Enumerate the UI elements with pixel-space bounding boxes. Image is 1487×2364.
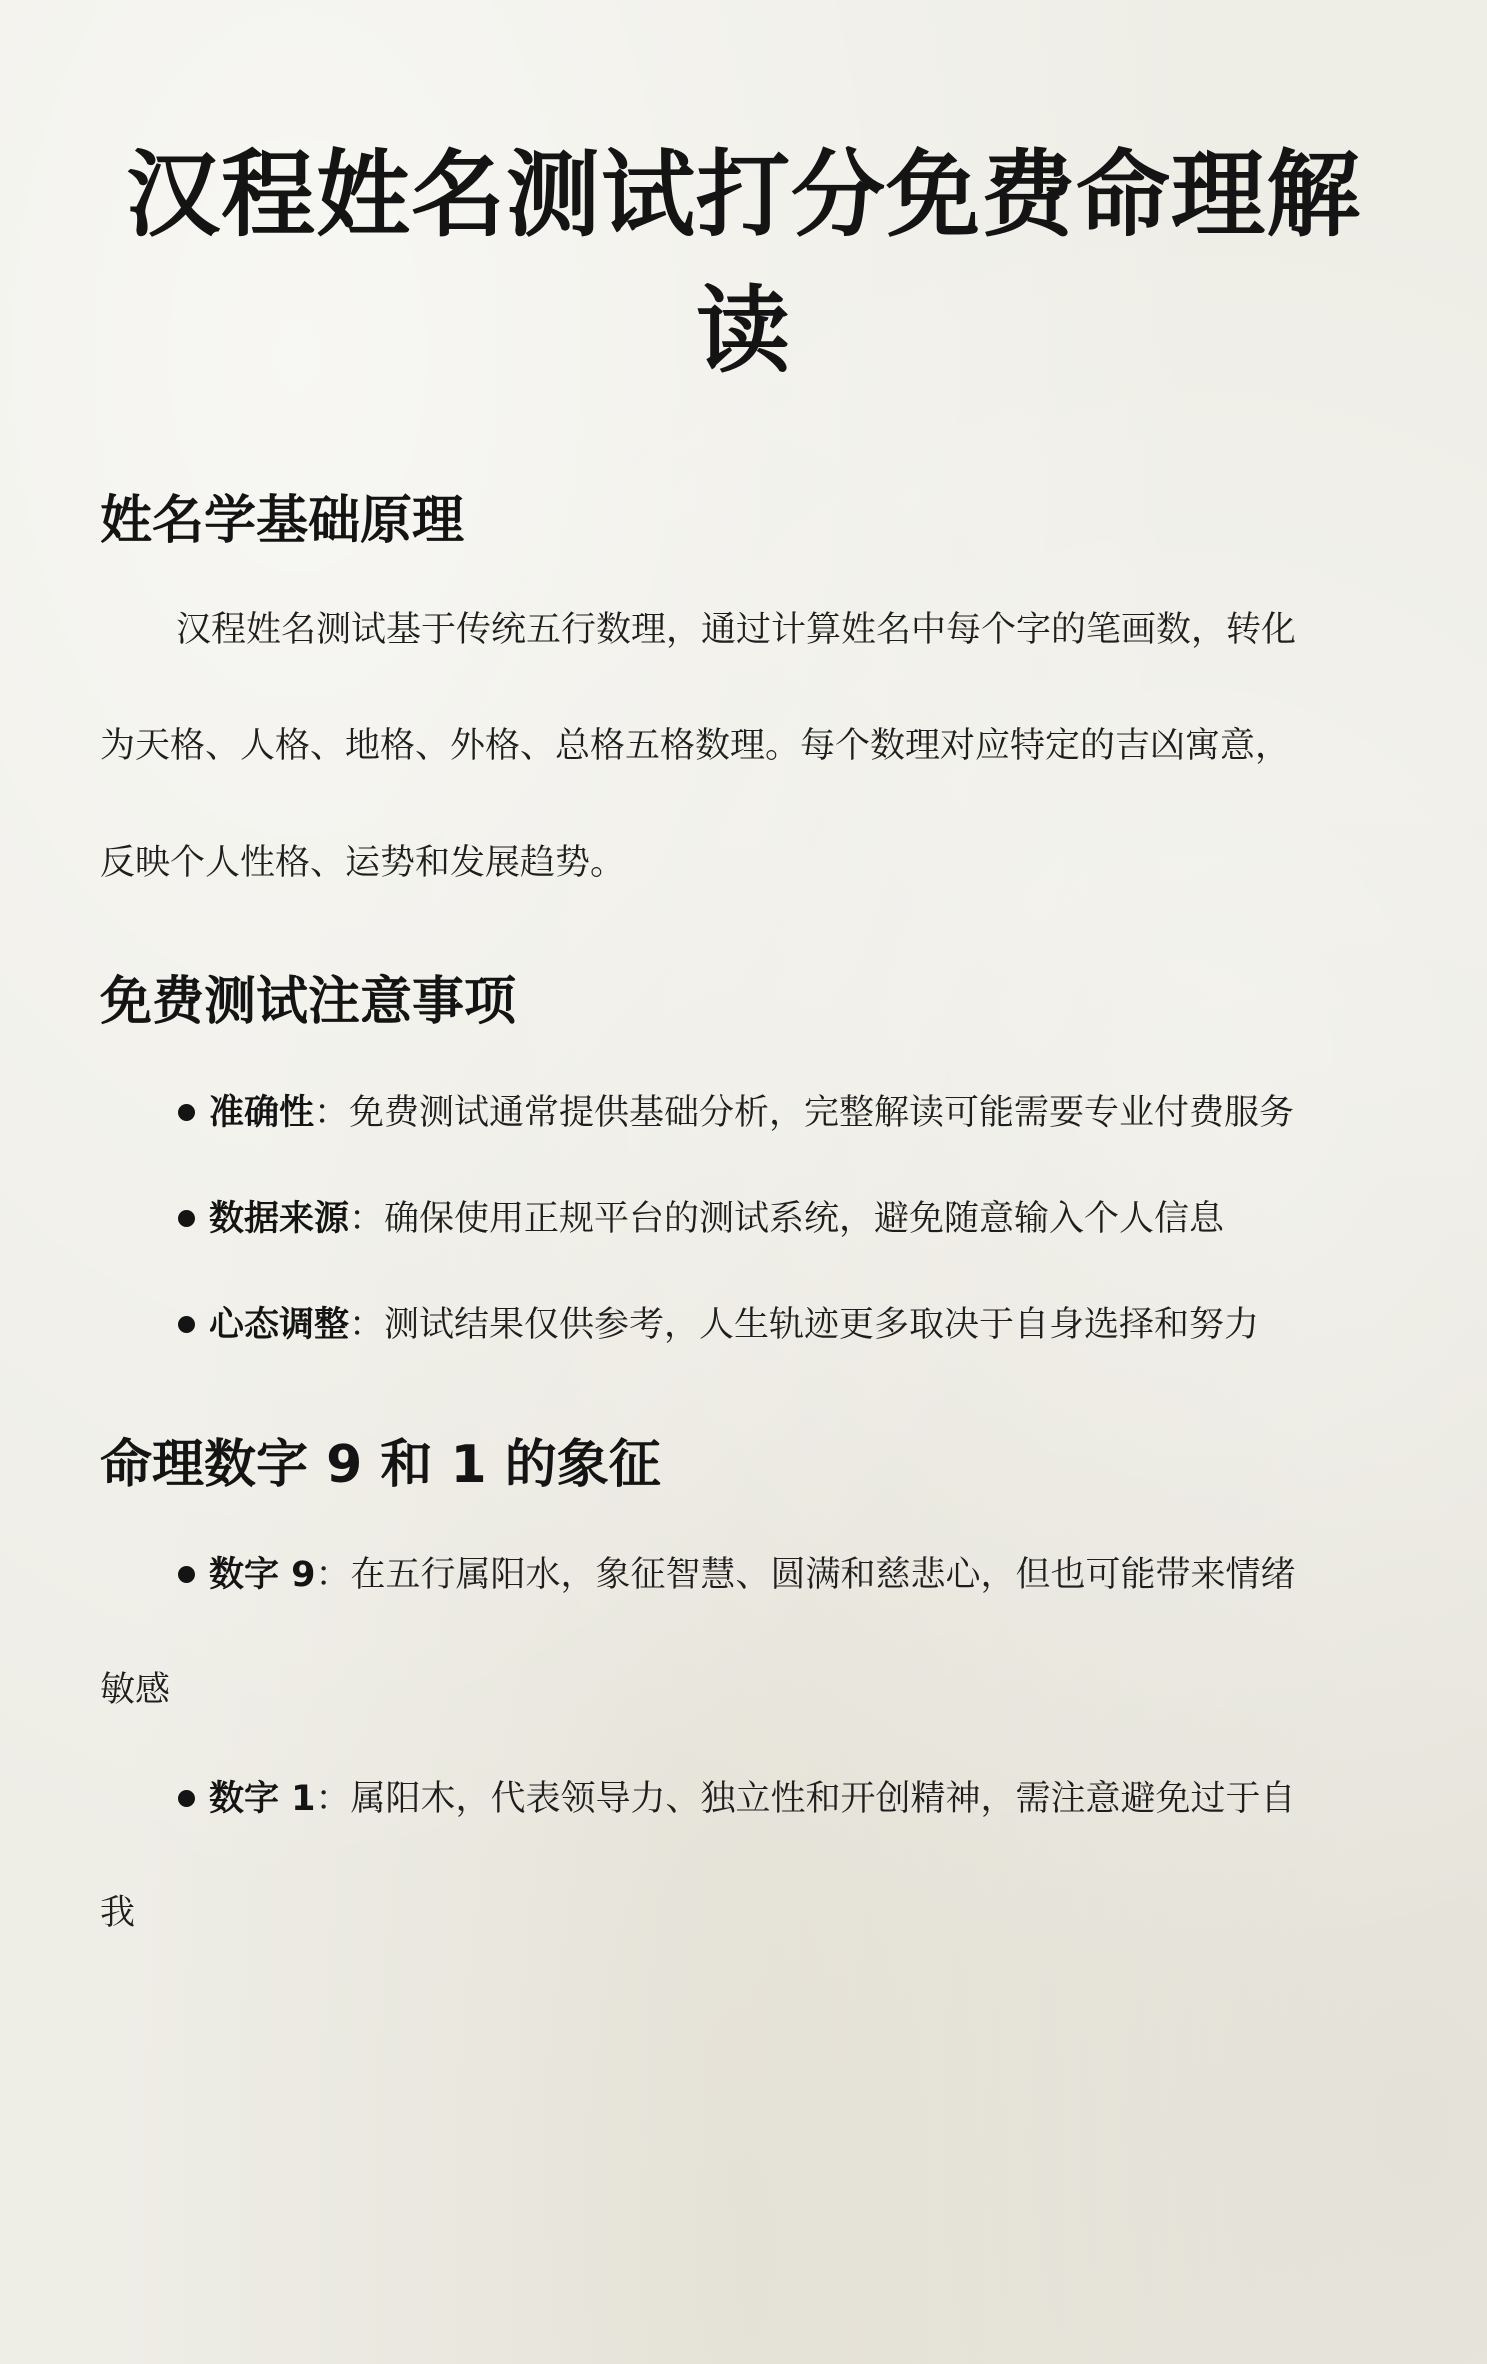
bullet-term: 数据来源 — [209, 1199, 350, 1239]
principles-paragraph-line-3: 反映个人性格、运势和发展趋势。 — [100, 843, 626, 883]
principles-paragraph-line-1: 汉程姓名测试基于传统五行数理，通过计算姓名中每个字的笔画数，转化 — [176, 610, 1297, 650]
bullet-text: ：测试结果仅供参考，人生轨迹更多取决于自身选择和努力 — [349, 1305, 1260, 1345]
document-title-line-1: 汉程姓名测试打分免费命理解 — [125, 141, 1361, 250]
document-title — [100, 128, 1387, 400]
section-heading-numbers: 命理数字 9 和 1 的象征 — [100, 1435, 661, 1495]
section-heading-principles: 姓名学基础原理 — [100, 491, 465, 551]
bullet-term: 数字 9 — [209, 1555, 316, 1595]
bullet-dot — [178, 1316, 195, 1333]
bullet-term: 数字 1 — [209, 1779, 316, 1819]
bullet-number-9-continuation: 敏感 — [100, 1670, 171, 1710]
bullet-mindset — [178, 1300, 1259, 1350]
bullet-number-9 — [178, 1550, 1296, 1600]
bullet-dot — [178, 1104, 195, 1121]
bullet-accuracy — [178, 1088, 1294, 1138]
bullet-text: ：在五行属阳水，象征智慧、圆满和慈悲心，但也可能带来情绪 — [315, 1555, 1296, 1595]
bullet-dot — [178, 1790, 195, 1807]
bullet-text: ：确保使用正规平台的测试系统，避免随意输入个人信息 — [349, 1199, 1225, 1239]
principles-paragraph-line-2: 为天格、人格、地格、外格、总格五格数理。每个数理对应特定的吉凶寓意， — [100, 726, 1291, 766]
bullet-dot — [178, 1566, 195, 1583]
section-heading-notes: 免费测试注意事项 — [100, 972, 517, 1032]
bullet-term: 准确性 — [209, 1093, 315, 1133]
document-title-line-2: 读 — [695, 277, 791, 386]
bullet-number-1-continuation: 我 — [100, 1893, 136, 1933]
bullet-dot — [178, 1210, 195, 1227]
bullet-data-source — [178, 1194, 1224, 1244]
bullet-text: ：属阳木，代表领导力、独立性和开创精神，需注意避免过于自 — [315, 1779, 1296, 1819]
bullet-number-1 — [178, 1774, 1296, 1824]
bullet-text: ：免费测试通常提供基础分析，完整解读可能需要专业付费服务 — [314, 1093, 1295, 1133]
bullet-term: 心态调整 — [209, 1305, 350, 1345]
